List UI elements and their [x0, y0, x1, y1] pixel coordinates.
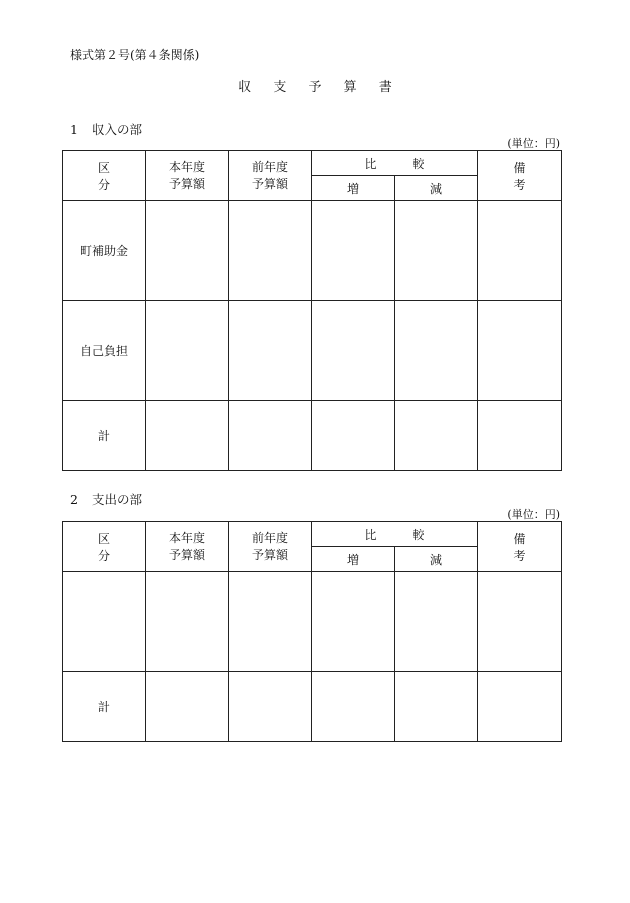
income-header-current-budget: 本年度 予算額	[146, 151, 229, 201]
income-cell-previous[interactable]	[229, 201, 312, 301]
expense-cell-previous[interactable]	[229, 572, 312, 672]
expense-section-number: 2	[70, 492, 78, 507]
expense-table	[62, 521, 562, 742]
title-char: 収	[238, 80, 252, 95]
document-title	[0, 76, 630, 95]
income-header-category: 区 分	[63, 151, 146, 201]
title-char: 書	[378, 80, 392, 95]
income-unit-note: (単位：円)	[507, 137, 560, 150]
income-header-increase: 増	[312, 176, 395, 201]
table-row	[63, 201, 562, 301]
total-row	[63, 401, 562, 471]
expense-total-previous[interactable]	[229, 672, 312, 742]
expense-header-category: 区 分	[63, 522, 146, 572]
expense-cell-remarks[interactable]	[478, 572, 562, 672]
income-cell-increase[interactable]	[312, 201, 395, 301]
total-row	[63, 672, 562, 742]
income-table	[62, 150, 562, 471]
title-char: 支	[273, 80, 287, 95]
income-section-title	[70, 120, 142, 138]
expense-section-label: 支出の部	[92, 492, 143, 507]
income-cell-decrease[interactable]	[395, 201, 478, 301]
table-row	[63, 572, 562, 672]
expense-header-increase: 増	[312, 547, 395, 572]
expense-header-remarks: 備 考	[478, 522, 562, 572]
income-section-label: 収入の部	[92, 122, 143, 137]
expense-cell-current[interactable]	[146, 572, 229, 672]
income-header-comparison: 比 較	[312, 151, 478, 176]
income-total-increase[interactable]	[312, 401, 395, 471]
income-cell-increase[interactable]	[312, 301, 395, 401]
income-section-number: 1	[70, 122, 78, 137]
expense-header-comparison: 比 較	[312, 522, 478, 547]
title-char: 算	[343, 80, 357, 95]
form-number: 様式第２号(第４条関係)	[70, 48, 200, 62]
income-cell-current[interactable]	[146, 301, 229, 401]
expense-total-current[interactable]	[146, 672, 229, 742]
income-row-label: 町補助金	[63, 201, 146, 301]
expense-total-decrease[interactable]	[395, 672, 478, 742]
income-total-remarks[interactable]	[478, 401, 562, 471]
income-cell-remarks[interactable]	[478, 201, 562, 301]
expense-cell-increase[interactable]	[312, 572, 395, 672]
expense-section-title	[70, 490, 142, 508]
income-header-remarks: 備 考	[478, 151, 562, 201]
expense-header-previous-budget: 前年度 予算額	[229, 522, 312, 572]
income-total-decrease[interactable]	[395, 401, 478, 471]
expense-cell-decrease[interactable]	[395, 572, 478, 672]
income-row-label: 自己負担	[63, 301, 146, 401]
table-row	[63, 301, 562, 401]
income-cell-decrease[interactable]	[395, 301, 478, 401]
expense-total-increase[interactable]	[312, 672, 395, 742]
expense-header-decrease: 減	[395, 547, 478, 572]
expense-unit-note: (単位：円)	[507, 508, 560, 521]
income-cell-previous[interactable]	[229, 301, 312, 401]
income-header-decrease: 減	[395, 176, 478, 201]
income-cell-remarks[interactable]	[478, 301, 562, 401]
income-header-previous-budget: 前年度 予算額	[229, 151, 312, 201]
income-total-current[interactable]	[146, 401, 229, 471]
income-cell-current[interactable]	[146, 201, 229, 301]
expense-header-current-budget: 本年度 予算額	[146, 522, 229, 572]
income-total-label: 計	[63, 401, 146, 471]
expense-row-label[interactable]	[63, 572, 146, 672]
expense-total-remarks[interactable]	[478, 672, 562, 742]
title-char: 予	[308, 80, 322, 95]
expense-total-label: 計	[63, 672, 146, 742]
income-total-previous[interactable]	[229, 401, 312, 471]
